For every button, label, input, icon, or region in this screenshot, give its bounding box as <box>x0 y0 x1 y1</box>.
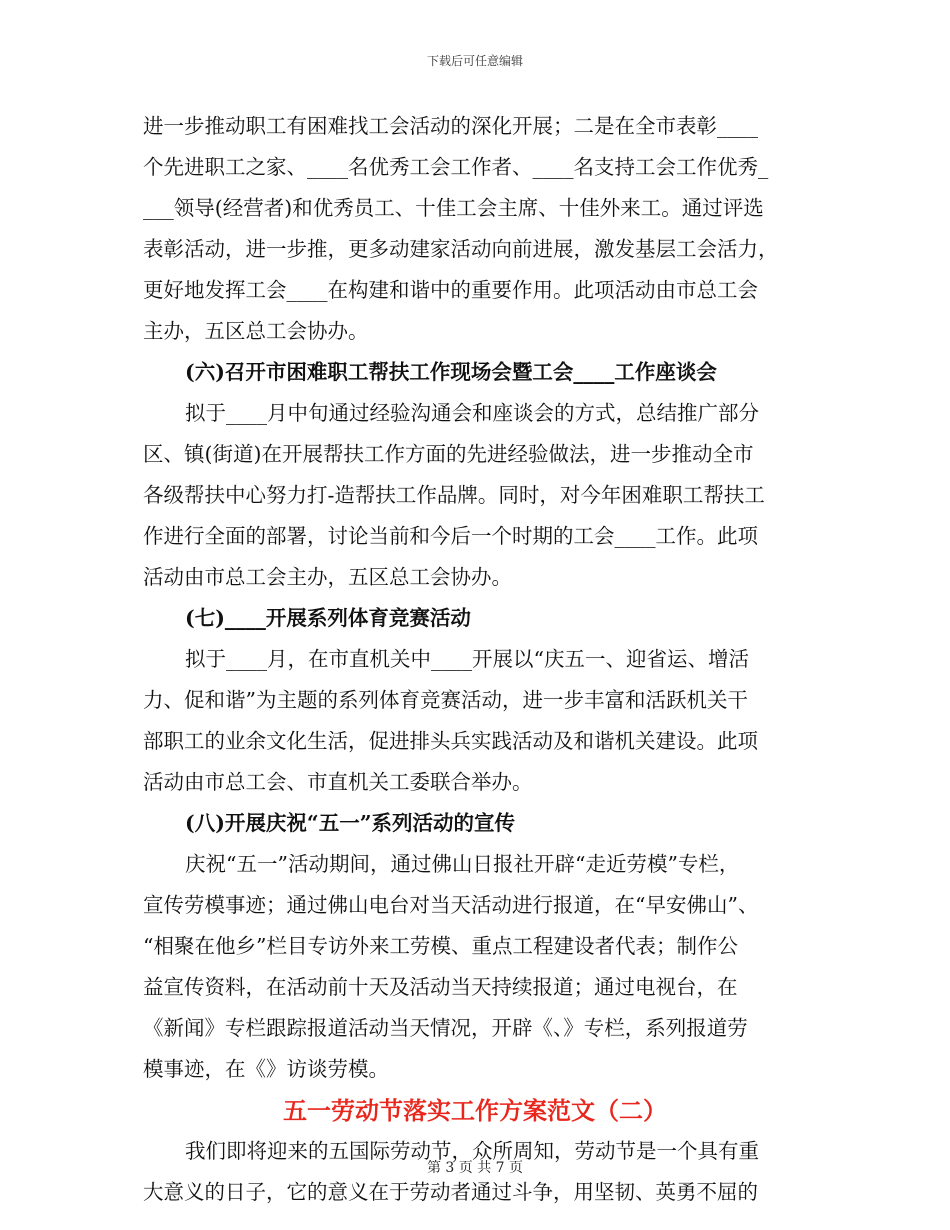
paragraph-line: 个先进职工之家、____名优秀工会工作者、____名支持工会工作优秀_ <box>143 155 769 179</box>
section-heading-7: (七)____开展系列体育竞赛活动 <box>185 606 471 630</box>
page-header: 下载后可任意编辑 <box>426 54 523 68</box>
document-body <box>143 106 807 1213</box>
paragraph-line: 我们即将迎来的五国际劳动节，众所周知，劳动节是一个具有重 <box>185 1139 759 1163</box>
paragraph-line: 力、促和谐”为主题的系列体育竞赛活动，进一步丰富和活跃机关干 <box>143 688 748 712</box>
paragraph-line: 模事迹，在《》访谈劳模。 <box>143 1057 389 1081</box>
document-title: 五一劳动节落实工作方案范文（二） <box>283 1096 667 1125</box>
paragraph-line: 表彰活动，进一步推，更多动建家活动向前进展，激发基层工会活力， <box>143 237 779 261</box>
paragraph-line: 庆祝“五一”活动期间，通过佛山日报社开辟“走近劳模”专栏， <box>185 852 740 876</box>
paragraph-line: 活动由市总工会、市直机关工委联合举办。 <box>143 770 533 794</box>
paragraph-line: 益宣传资料，在活动前十天及活动当天持续报道；通过电视台，在 <box>143 975 738 999</box>
paragraph-line: 拟于____月，在市直机关中____开展以“庆五一、迎省运、增活 <box>185 647 749 671</box>
section-heading-6: (六)召开市困难职工帮扶工作现场会暨工会____工作座谈会 <box>185 360 717 384</box>
paragraph-line: 作进行全面的部署，讨论当前和今后一个时期的工会____工作。此项 <box>143 524 758 548</box>
paragraph-line: 进一步推动职工有困难找工会活动的深化开展；二是在全市表彰____ <box>143 114 758 138</box>
paragraph-line: 大意义的日子，它的意义在于劳动者通过斗争，用坚韧、英勇不屈的 <box>143 1180 758 1204</box>
section-heading-8: (八)开展庆祝“五一”系列活动的宣传 <box>185 811 515 835</box>
paragraph-line: “相聚在他乡”栏目专访外来工劳模、重点工程建设者代表；制作公 <box>143 934 738 958</box>
paragraph-line: 更好地发挥工会____在构建和谐中的重要作用。此项活动由市总工会 <box>143 278 758 302</box>
paragraph-line: 部职工的业余文化生活，促进排头兵实践活动及和谐机关建设。此项 <box>143 729 758 753</box>
paragraph-line: 拟于____月中旬通过经验沟通会和座谈会的方式，总结推广部分 <box>185 401 759 425</box>
paragraph-line: 《新闻》专栏跟踪报道活动当天情况，开辟《、》专栏，系列报道劳 <box>143 1016 748 1040</box>
page-number-footer: 第 3 页 共 7 页 <box>426 1160 524 1176</box>
paragraph-line: ___领导(经营者)和优秀员工、十佳工会主席、十佳外来工。通过评选 <box>143 196 764 220</box>
paragraph-line: 主办，五区总工会协办。 <box>143 319 369 343</box>
paragraph-line: 活动由市总工会主办，五区总工会协办。 <box>143 565 512 589</box>
paragraph-line: 宣传劳模事迹；通过佛山电台对当天活动进行报道，在“早安佛山”、 <box>143 893 759 917</box>
paragraph-line: 各级帮扶中心努力打-造帮扶工作品牌。同时，对今年困难职工帮扶工 <box>143 483 765 507</box>
paragraph-line: 区、镇(街道)在开展帮扶工作方面的先进经验做法，进一步推动全市 <box>143 442 754 466</box>
